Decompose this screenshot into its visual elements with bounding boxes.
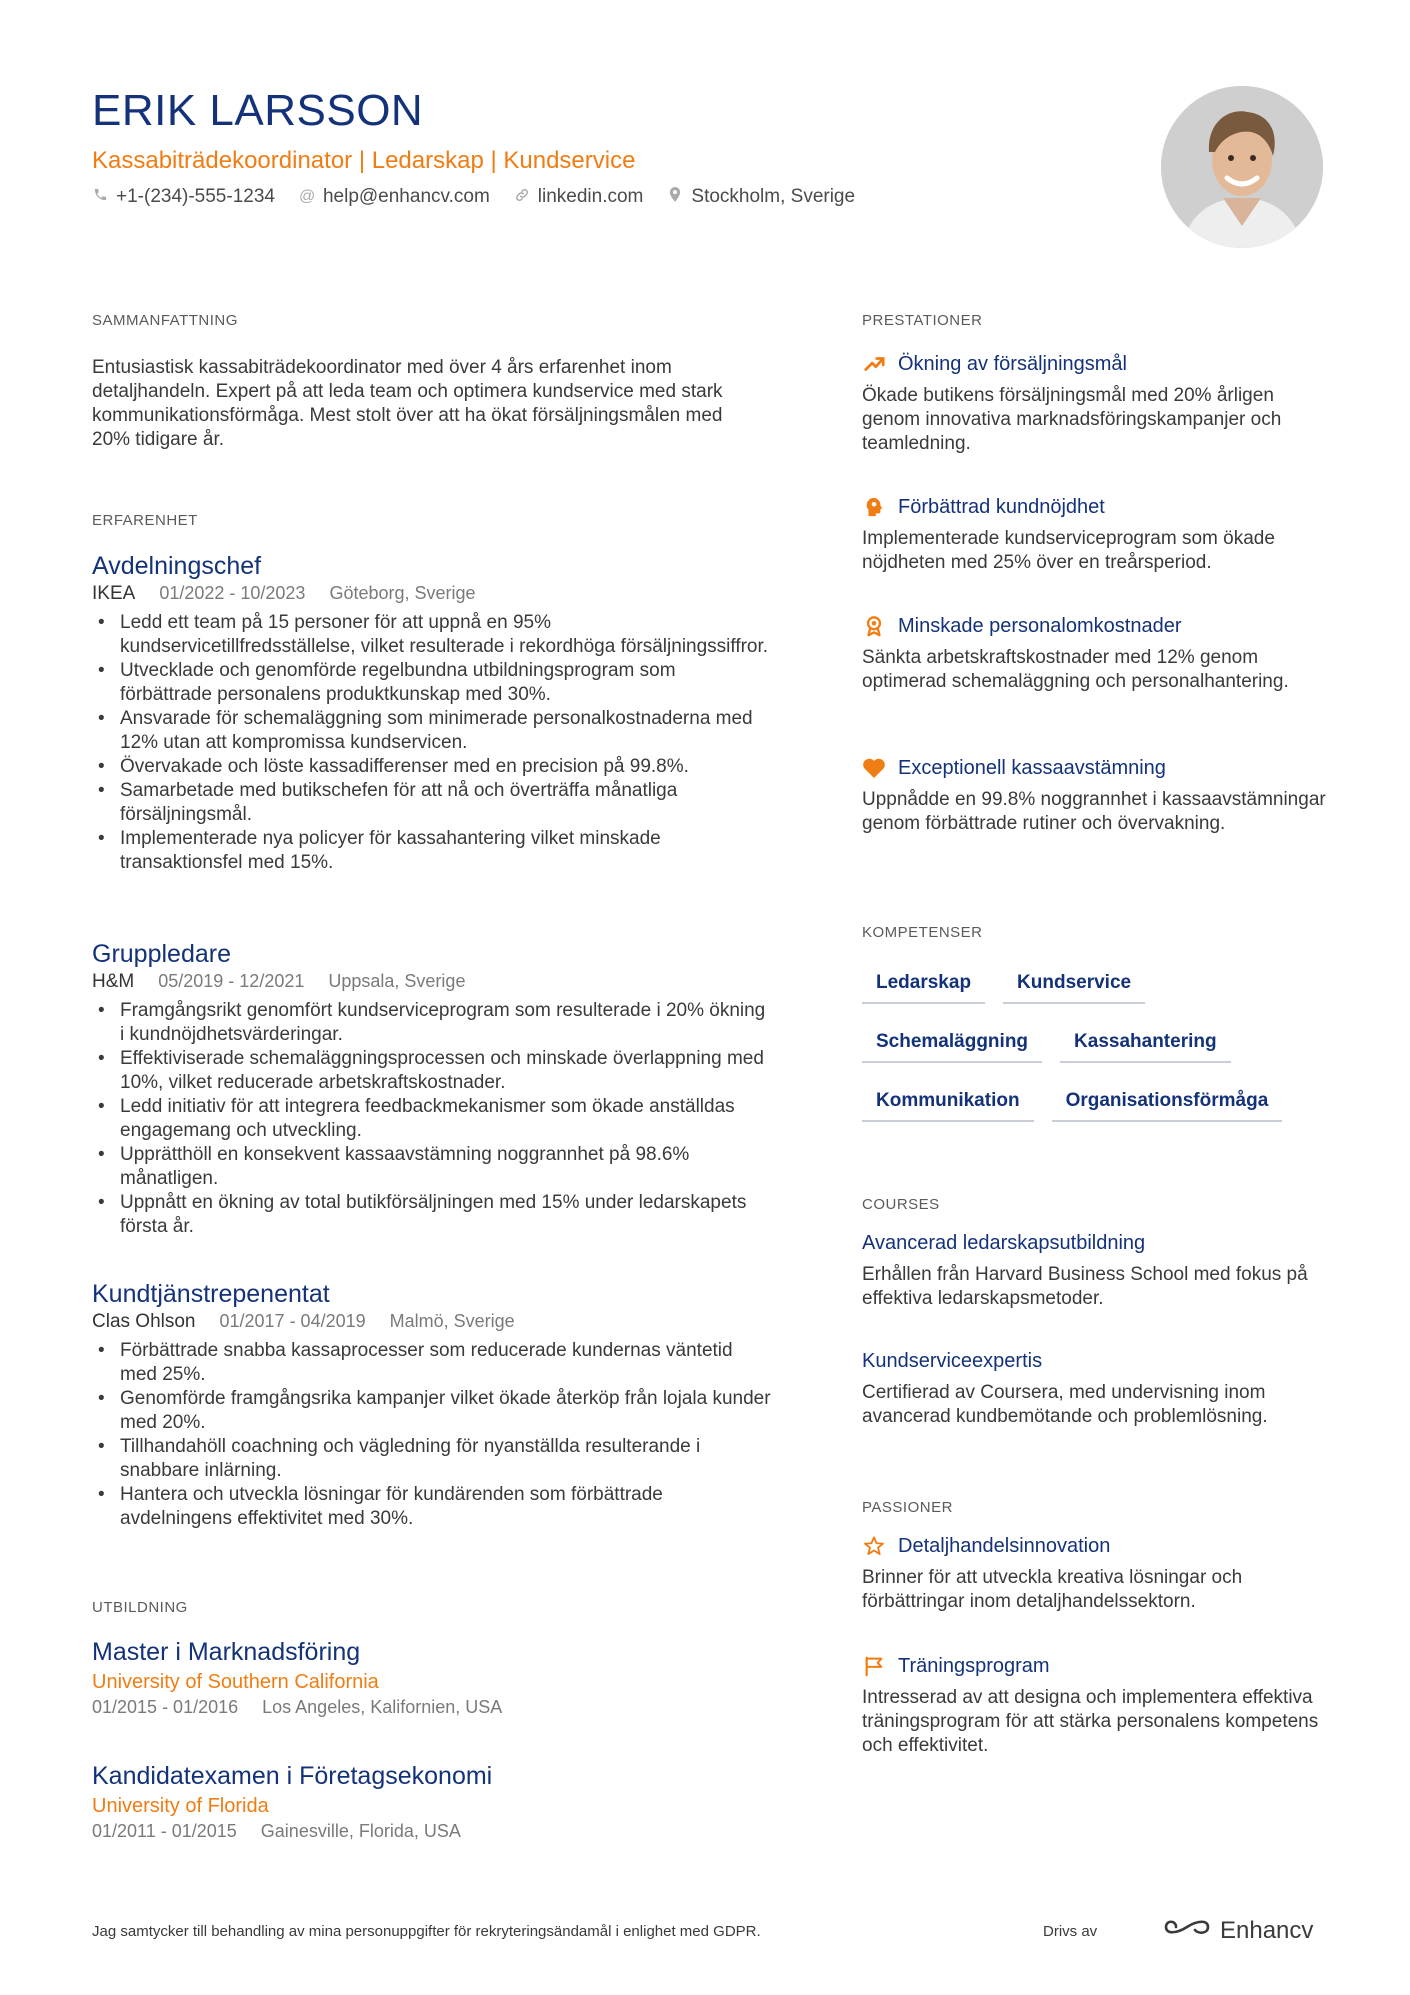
skill-tag: Kundservice xyxy=(1003,962,1145,1004)
job-bullet: • Utvecklade och genomförde regelbundna utbildningsprogram som förbättrade personalens produktkunskap med 30%. xyxy=(92,659,772,707)
achievement-header xyxy=(862,352,1332,376)
avatar xyxy=(1161,86,1323,248)
skill-tag: Organisationsförmåga xyxy=(1052,1080,1283,1122)
education-location: Los Angeles, Kalifornien, USA xyxy=(262,1697,503,1717)
passions-heading: PASSIONER xyxy=(862,1499,953,1516)
education-heading: UTBILDNING xyxy=(92,1599,188,1616)
phone-text: +1-(234)-555-1234 xyxy=(116,186,275,207)
contact-bar xyxy=(92,186,855,208)
job-title: Kundtjänstrepenentat xyxy=(92,1280,330,1308)
achievement-text: Implementerade kundserviceprogram som ökade nöjdheten med 25% över en treårsperiod. xyxy=(862,528,1275,573)
contact-linkedin[interactable] xyxy=(514,186,644,208)
job-bullet: • Hantera och utveckla lösningar för kundärenden som förbättrade avdelningens effektivitet med 30%. xyxy=(92,1483,772,1531)
linkedin-text: linkedin.com xyxy=(537,186,644,207)
course-text: Certifierad av Coursera, med undervisning inom avancerad kundbemötande och problemlösning. xyxy=(862,1382,1268,1427)
achievement-text: Ökade butikens försäljningsmål med 20% årligen genom innovativa marknadsföringskampanjer och teamledning. xyxy=(862,385,1282,454)
heart-icon xyxy=(862,756,886,780)
phone-icon xyxy=(92,187,108,207)
achievement-item xyxy=(862,756,1332,836)
contact-email[interactable] xyxy=(299,186,490,208)
job-bullet: • Ansvarade för schemaläggning som minimerade personalkostnaderna med 12% utan att kompromissa kundservicen. xyxy=(92,707,772,755)
left-column xyxy=(92,312,792,1841)
education-entry xyxy=(92,1762,492,1842)
achievement-title: Exceptionell kassaavstämning xyxy=(898,756,1166,779)
skill-row xyxy=(862,1080,1332,1122)
profile-photo xyxy=(1161,86,1323,248)
summary-text: Entusiastisk kassabiträdekoordinator med över 4 års erfarenhet inom detaljhandeln. Expert på att leda team och optimera kundservice med stark kommunikationsförmåga. Mest stolt över att ha ökat försäljningsmålen med 20% tidigare år. xyxy=(92,357,723,450)
job-bullet: • Framgångsrikt genomfört kundserviceprogram som resulterade i 20% ökning i kundnöjdhetsvärderingar. xyxy=(92,999,772,1047)
job-date: 01/2022 - 10/2023 xyxy=(159,583,306,603)
head-icon xyxy=(862,495,886,519)
achievement-item xyxy=(862,352,1332,456)
courses-heading: COURSES xyxy=(862,1196,940,1213)
contact-phone[interactable] xyxy=(92,186,275,208)
job-bullet: • Effektiviserade schemaläggningsprocessen och minskade överlappning med 10%, vilket reducerade arbetskraftskostnader. xyxy=(92,1047,772,1095)
passion-title: Träningsprogram xyxy=(898,1654,1050,1677)
achievement-item xyxy=(862,495,1332,575)
job-title: Gruppledare xyxy=(92,940,231,968)
job-bullet: • Ledd initiativ för att integrera feedbackmekanismer som ökade anställdas engagemang och utveckling. xyxy=(92,1095,772,1143)
job-bullet: • Tillhandahöll coachning och vägledning för nyanställda resulterande i snabbare inlärning. xyxy=(92,1435,772,1483)
passion-header xyxy=(862,1534,1332,1558)
education-degree: Kandidatexamen i Företagsekonomi xyxy=(92,1762,493,1790)
education-degree: Master i Marknadsföring xyxy=(92,1638,361,1666)
achievement-title: Minskade personalomkostnader xyxy=(898,614,1182,637)
achievement-header xyxy=(862,614,1332,638)
skills-list xyxy=(862,962,1332,1139)
education-school: University of Florida xyxy=(92,1795,269,1817)
skill-tag: Kommunikation xyxy=(862,1080,1034,1122)
course-title: Avancerad ledarskapsutbildning xyxy=(862,1232,1146,1254)
job-bullet: • Genomförde framgångsrika kampanjer vilket ökade återköp från lojala kunder med 20%. xyxy=(92,1387,772,1435)
job-bullet: • Uppnått en ökning av total butikförsäljningen med 15% under ledarskapets första år. xyxy=(92,1191,772,1239)
candidate-title: Kassabiträdekoordinator | Ledarskap | Kundservice xyxy=(92,147,636,174)
job-bullet: • Implementerade nya policyer för kassahantering vilket minskade transaktionsfel med 15%. xyxy=(92,827,772,875)
experience-heading: ERFARENHET xyxy=(92,512,198,529)
job-meta xyxy=(92,971,772,993)
skill-row xyxy=(862,962,1332,1004)
job-company: IKEA xyxy=(92,583,136,604)
job-meta xyxy=(92,1311,772,1333)
education-date: 01/2015 - 01/2016 xyxy=(92,1697,239,1717)
passion-header xyxy=(862,1654,1332,1678)
education-entry xyxy=(92,1638,502,1718)
achievement-header xyxy=(862,756,1332,780)
passion-text: Brinner för att utveckla kreativa lösningar och förbättringar inom detaljhandelssektorn. xyxy=(862,1567,1243,1612)
flag-icon xyxy=(862,1654,886,1678)
achievements-heading: PRESTATIONER xyxy=(862,312,983,329)
powered-by-label: Drivs av xyxy=(1043,1923,1098,1940)
job-entry xyxy=(92,552,772,875)
skill-row xyxy=(862,1021,1332,1063)
job-bullet: • Samarbetade med butikschefen för att nå och överträffa månatliga försäljningsmål. xyxy=(92,779,772,827)
achievement-header xyxy=(862,495,1332,519)
location-text: Stockholm, Sverige xyxy=(691,186,856,207)
link-icon xyxy=(514,187,530,208)
at-icon: @ xyxy=(298,188,316,205)
right-column xyxy=(862,312,1332,1756)
course-item xyxy=(862,1232,1332,1311)
star-icon xyxy=(862,1534,886,1558)
job-company: H&M xyxy=(92,971,135,992)
job-bullet: • Förbättrade snabba kassaprocesser som reducerade kundernas väntetid med 25%. xyxy=(92,1339,772,1387)
award-icon xyxy=(862,614,886,638)
job-bullet: • Övervakade och löste kassadifferenser med en precision på 99.8%. xyxy=(92,755,772,779)
job-entry xyxy=(92,1280,772,1531)
job-date: 01/2017 - 04/2019 xyxy=(219,1311,366,1331)
job-bullets xyxy=(92,999,772,1239)
gdpr-consent: Jag samtycker till behandling av mina personuppgifter för rekryteringsändamål i enlighet med GDPR. xyxy=(92,1923,761,1940)
education-meta xyxy=(92,1697,502,1718)
course-text: Erhållen från Harvard Business School med fokus på effektiva ledarskapsmetoder. xyxy=(862,1264,1308,1309)
job-bullets xyxy=(92,1339,772,1531)
job-location: Malmö, Sverige xyxy=(389,1311,515,1331)
job-title: Avdelningschef xyxy=(92,552,262,580)
achievement-text: Uppnådde en 99.8% noggrannhet i kassaavstämningar genom förbättrade rutiner och övervakning. xyxy=(862,789,1326,834)
job-entry xyxy=(92,940,772,1239)
candidate-name: ERIK LARSSON xyxy=(92,86,424,135)
job-bullet: • Upprätthöll en konsekvent kassaavstämning noggrannhet på 98.6% månatligen. xyxy=(92,1143,772,1191)
education-date: 01/2011 - 01/2015 xyxy=(92,1821,237,1841)
brand-name: Enhancv xyxy=(1220,1916,1314,1944)
passion-item xyxy=(862,1534,1332,1614)
passion-text: Intresserad av att designa och implementera effektiva träningsprogram för att stärka personalens kompetens och effektivitet. xyxy=(862,1687,1319,1756)
brand-logo[interactable] xyxy=(1162,1914,1313,1947)
email-text: help@enhancv.com xyxy=(322,186,490,207)
achievement-item xyxy=(862,614,1332,694)
skill-tag: Schemaläggning xyxy=(862,1021,1042,1063)
job-date: 05/2019 - 12/2021 xyxy=(158,971,305,991)
job-location: Uppsala, Sverige xyxy=(328,971,466,991)
job-bullets xyxy=(92,611,772,875)
skill-tag: Ledarskap xyxy=(862,962,985,1004)
passion-item xyxy=(862,1654,1332,1758)
skill-tag: Kassahantering xyxy=(1060,1021,1231,1063)
contact-location xyxy=(667,186,855,208)
location-pin-icon xyxy=(667,187,683,208)
education-meta xyxy=(92,1821,492,1842)
achievement-title: Förbättrad kundnöjdhet xyxy=(898,495,1105,518)
course-title: Kundserviceexpertis xyxy=(862,1350,1043,1372)
education-school: University of Southern California xyxy=(92,1671,379,1693)
summary-heading: SAMMANFATTNING xyxy=(92,312,238,329)
job-meta xyxy=(92,583,772,605)
education-location: Gainesville, Florida, USA xyxy=(260,1821,461,1841)
achievement-text: Sänkta arbetskraftskostnader med 12% genom optimerad schemaläggning och personalhantering. xyxy=(862,647,1289,692)
skills-heading: KOMPETENSER xyxy=(862,924,983,941)
course-item xyxy=(862,1350,1332,1429)
achievement-title: Ökning av försäljningsmål xyxy=(898,352,1127,375)
job-bullet: • Ledd ett team på 15 personer för att uppnå en 95% kundservicetillfredsställelse, vilket resulterade i rekordhöga försäljningssiffror. xyxy=(92,611,772,659)
trend-icon xyxy=(862,352,886,376)
passion-title: Detaljhandelsinnovation xyxy=(898,1534,1111,1557)
job-company: Clas Ohlson xyxy=(92,1311,196,1332)
enhancv-logo-icon xyxy=(1162,1914,1212,1947)
job-location: Göteborg, Sverige xyxy=(329,583,476,603)
